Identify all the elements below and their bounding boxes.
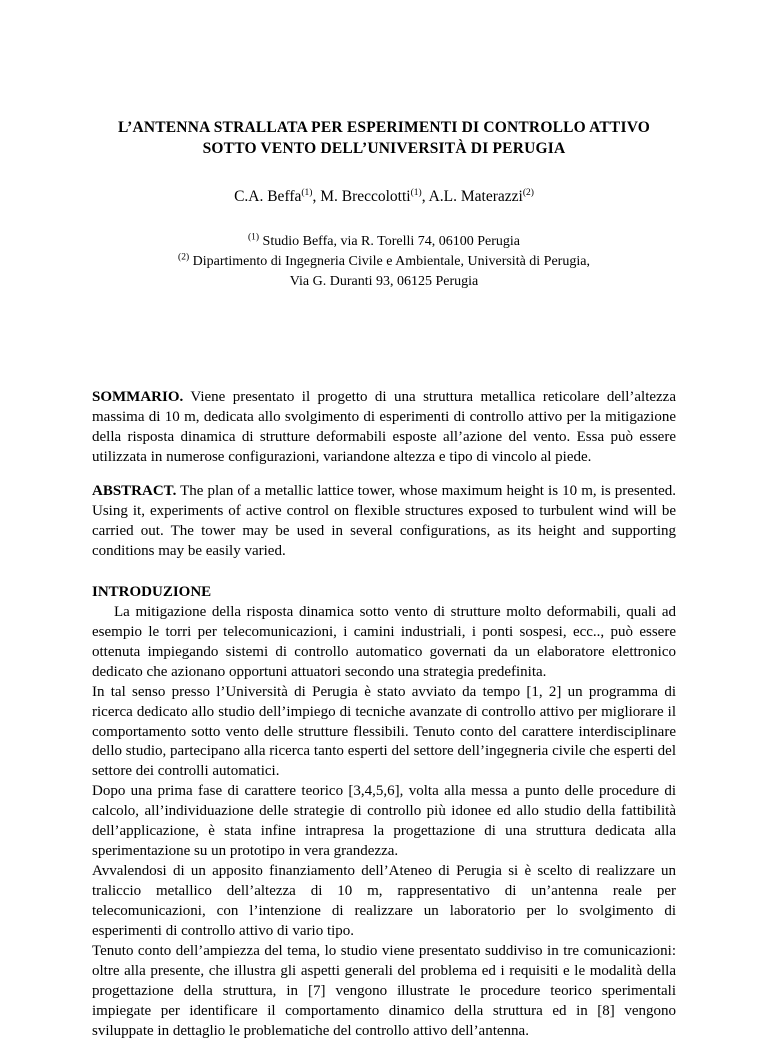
sommario-paragraph [92,388,676,468]
affiliation-2-text: Dipartimento di Ingegneria Civile e Ambientale, Università di Perugia, [189,253,590,269]
affiliation-2 [92,252,676,272]
affiliation-3-text: Via G. Duranti 93, 06125 Perugia [289,274,479,290]
author-separator-2: , [421,187,429,205]
affiliation-block [92,232,676,293]
sommario-text: Viene presentato il progetto di una struttura metallica reticolare dell’altezza massima di 10 m, dedicata allo svolgimento di esperimenti di controllo attivo per la mitigazione della risposta dinamica di strutture deformabili esposte all’azione del vento. Essa può essere utilizzata in numerose configurazioni, variandone altezza e tipo di vincolo al piede. [92,389,676,466]
page-title [92,118,676,160]
introduction-paragraph-1: La mitigazione della risposta dinamica sotto vento di strutture molto deformabili, quali ad esempio le torri per telecomunicazioni, i camini industriali, i ponti sospesi, ecc.., può essere ottenuta impiegando sistemi di controllo automatico governati da un elaboratore elettronico dedicato che azionano opportuni attuatori secondo una strategia predefinita. [92,603,676,680]
author-2-affiliation-marker: (1) [410,187,422,198]
abstract-text: The plan of a metallic lattice tower, whose maximum height is 10 m, is presented. Using it, experiments of active control on flexible structures exposed to turbulent wind will be carried out. The tower may be used in several configurations, as its height and supporting conditions may be easily varied. [92,483,676,559]
title-line-2: SOTTO VENTO DELL’UNIVERSITÀ DI PERUGIA [202,139,566,157]
affiliation-3 [92,272,676,292]
introduction-paragraph-5: Tenuto conto dell’ampiezza del tema, lo studio viene presentato suddiviso in tre comunicazioni: oltre alla presente, che illustra gli aspetti generali del problema ed i requisiti e le modalità della progettazione della struttura, in [7] vengono illustrate le procedure teorico sperimentali impiegate per identificare il comportamento dinamico della struttura ed in [8] vengono sviluppate in dettaglio le problematiche del controllo attivo dell’antenna. [92,942,676,1039]
author-list [92,186,676,208]
affiliation-1-marker: (1) [247,231,260,242]
author-1-affiliation-marker: (1) [301,187,313,198]
abstract-paragraph [92,482,676,562]
author-3-affiliation-marker: (2) [522,187,534,198]
introduction-paragraph-2: In tal senso presso l’Università di Perugia è stato avviato da tempo [1, 2] un programma di ricerca dedicato allo studio dell’impiego di tecniche avanzate di controllo attivo per migliorare il comportamento sotto vento delle strutture flessibili. Tenuto conto del carattere interdisciplinare dello studio, partecipano alla ricerca tanto esperti del settore dell’ingegneria civile che esperti del settore dei controlli automatici. [92,683,676,780]
abstract-label: ABSTRACT. [92,483,177,500]
sommario-label: SOMMARIO. [92,389,184,406]
author-3-name: A.L. Materazzi [428,187,523,205]
introduction-paragraph-4: Avvalendosi di un apposito finanziamento dell’Ateneo di Perugia si è scelto di realizzare un traliccio metallico dell’altezza di 10 m, rappresentativo di un’antenna reale per telecomunicazioni, con l’intenzione di realizzare un laboratorio per lo svolgimento di esperimenti di controllo attivo di vario tipo. [92,863,676,939]
affiliation-1 [92,232,676,252]
author-1-name: C.A. Beffa [234,187,302,205]
author-2-name: M. Breccolotti [320,187,411,205]
introduction-paragraph-3: Dopo una prima fase di carattere teorico [3,4,5,6], volta alla messa a punto delle procedure di calcolo, all’individuazione delle strategie di controllo più idonee ed allo studio della fattibilità dell’applicazione, è stata infine intrapresa la progettazione di una struttura dedicata alla sperimentazione su un prototipo in vera grandezza. [92,783,676,860]
author-separator-1: , [312,187,321,205]
affiliation-2-marker: (2) [178,252,190,263]
section-heading-introduzione: INTRODUZIONE [92,583,212,600]
title-line-1: L’ANTENNA STRALLATA PER ESPERIMENTI DI CONTROLLO ATTIVO [117,119,651,136]
title-body-spacer [92,292,676,388]
affiliation-1-text: Studio Beffa, via R. Torelli 74, 06100 Perugia [259,233,521,249]
